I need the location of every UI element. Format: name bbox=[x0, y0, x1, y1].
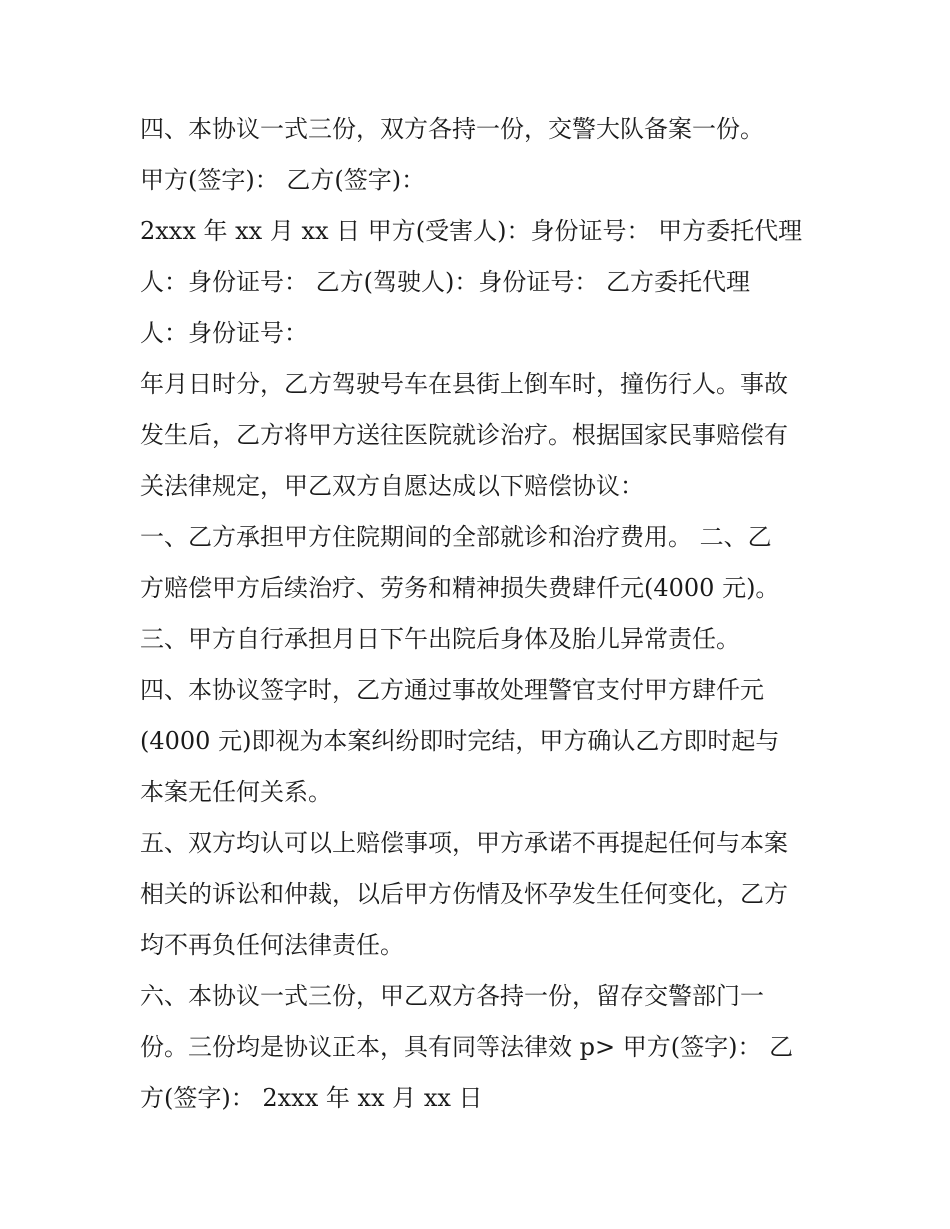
text-line-11: 三、甲方自行承担月日下午出院后身体及胎儿异常责任。 bbox=[140, 625, 740, 653]
text-line-3: 2xxx 年 xx 月 xx 日 甲方(受害人)：身份证号： 甲方委托代理 bbox=[140, 217, 803, 245]
text-line-16: 相关的诉讼和仲裁，以后甲方伤情及怀孕发生任何变化，乙方 bbox=[140, 880, 788, 908]
text-line-5: 人：身份证号： bbox=[140, 319, 308, 347]
text-line-2: 甲方(签字)： 乙方(签字)： bbox=[140, 166, 426, 194]
text-line-4: 人：身份证号： 乙方(驾驶人)：身份证号： 乙方委托代理 bbox=[140, 268, 750, 296]
text-line-14: 本案无任何关系。 bbox=[140, 778, 332, 806]
text-line-18: 六、本协议一式三份，甲乙双方各持一份，留存交警部门一 bbox=[140, 982, 764, 1010]
text-line-15: 五、双方均认可以上赔偿事项，甲方承诺不再提起任何与本案 bbox=[140, 829, 788, 857]
text-line-10: 方赔偿甲方后续治疗、劳务和精神损失费肆仟元(4000 元)。 bbox=[140, 574, 780, 602]
text-line-19: 份。三份均是协议正本，具有同等法律效 p> 甲方(签字)： 乙 bbox=[140, 1033, 794, 1061]
text-line-17: 均不再负任何法律责任。 bbox=[140, 931, 404, 959]
text-line-8: 关法律规定，甲乙双方自愿达成以下赔偿协议： bbox=[140, 472, 644, 500]
text-line-6: 年月日时分，乙方驾驶号车在县街上倒车时，撞伤行人。事故 bbox=[140, 370, 788, 398]
text-line-1: 四、本协议一式三份，双方各持一份，交警大队备案一份。 bbox=[140, 115, 764, 143]
text-line-20: 方(签字)： 2xxx 年 xx 月 xx 日 bbox=[140, 1084, 483, 1112]
text-line-7: 发生后，乙方将甲方送往医院就诊治疗。根据国家民事赔偿有 bbox=[140, 421, 788, 449]
text-line-13: (4000 元)即视为本案纠纷即时完结，甲方确认乙方即时起与 bbox=[140, 727, 780, 755]
text-line-12: 四、本协议签字时，乙方通过事故处理警官支付甲方肆仟元 bbox=[140, 676, 764, 704]
text-line-9: 一、乙方承担甲方住院期间的全部就诊和治疗费用。 二、乙 bbox=[140, 523, 772, 551]
